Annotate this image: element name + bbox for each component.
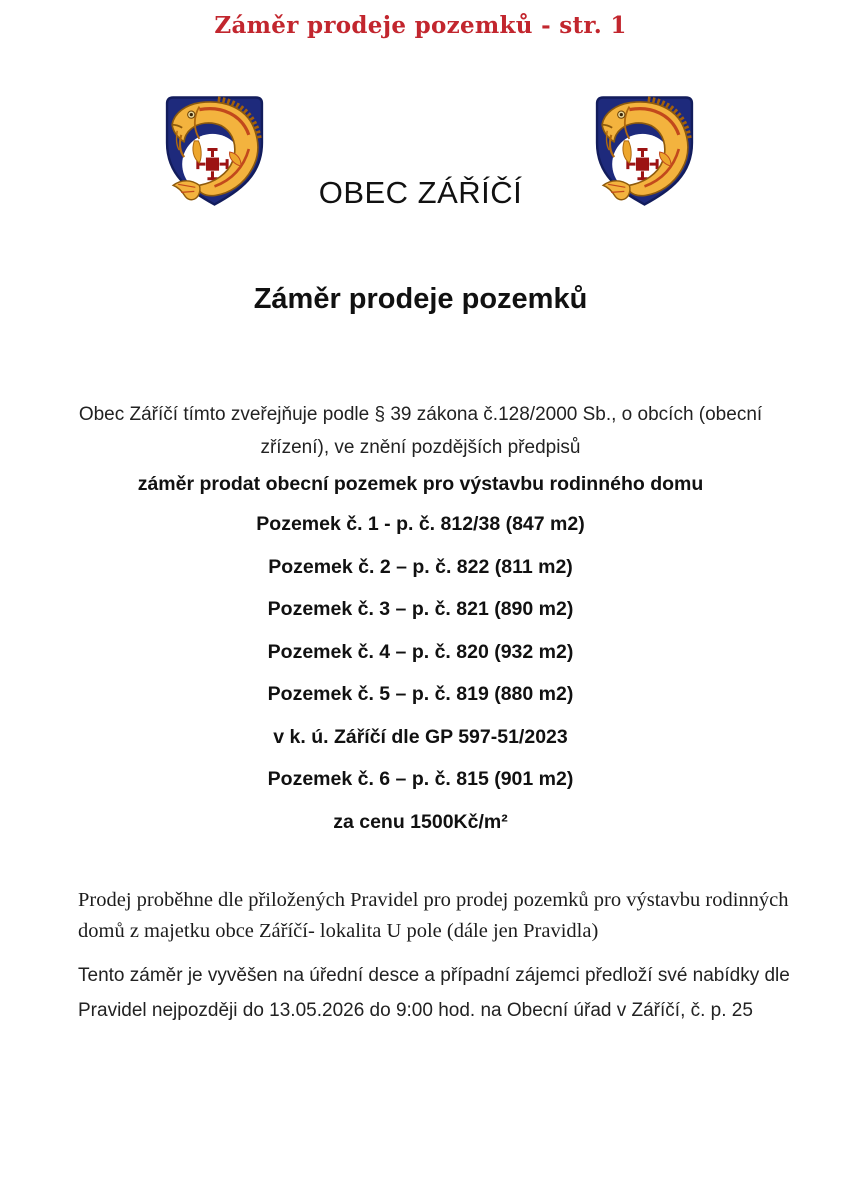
- intro-line-1: Obec Záříčí tímto zveřejňuje podle § 39 zákona č.128/2000 Sb., o obcích (obecní: [78, 404, 763, 425]
- plot-line-1: Pozemek č. 1 - p. č. 812/38 (847 m2): [256, 513, 585, 535]
- footer-paragraph-deadline-line-1: Tento záměr je vyvěšen na úřední desce a případní zájemci předloží své nabídky dle: [78, 965, 790, 986]
- plot-list: [0, 503, 841, 843]
- footer-paragraph-rules-line-2: domů z majetku obce Záříčí- lokalita U pole (dále jen Pravidla): [78, 920, 599, 942]
- price-line: za cenu 1500Kč/m²: [333, 810, 508, 833]
- municipality-name: OBEC ZÁŘÍČÍ: [318, 175, 523, 210]
- plot-line-3: Pozemek č. 3 – p. č. 821 (890 m2): [267, 598, 574, 620]
- cadastre-line: v k. ú. Záříčí dle GP 597-51/2023: [273, 725, 568, 748]
- plot-line-4: Pozemek č. 4 – p. č. 820 (932 m2): [267, 640, 574, 663]
- subject-line: záměr prodat obecní pozemek pro výstavbu rodinného domu: [137, 473, 704, 495]
- footer-paragraph-rules-line-1: Prodej proběhne dle přiložených Pravidel pro prodej pozemků pro výstavbu rodinných: [78, 889, 789, 911]
- intro-paragraph: [0, 398, 841, 464]
- document-title: Záměr prodeje pozemků: [253, 283, 588, 315]
- plot-line-5: Pozemek č. 5 – p. č. 819 (880 m2): [267, 683, 574, 705]
- footer-paragraph-deadline-line-2: Pravidel nejpozději do 13.05.2026 do 9:00 hod. na Obecní úřad v Záříčí, č. p. 25: [78, 1000, 753, 1021]
- intro-line-2: zřízení), ve znění pozdějších předpisů: [260, 437, 581, 458]
- page-header-title: Záměr prodeje pozemků - str. 1: [214, 12, 627, 39]
- plot-line-2: Pozemek č. 2 – p. č. 822 (811 m2): [268, 555, 573, 578]
- coat-of-arms-right-icon: [591, 94, 698, 208]
- footer-paragraph-deadline: [78, 958, 790, 1028]
- plot-line-6: Pozemek č. 6 – p. č. 815 (901 m2): [267, 768, 574, 790]
- footer-paragraph-rules: [78, 885, 788, 947]
